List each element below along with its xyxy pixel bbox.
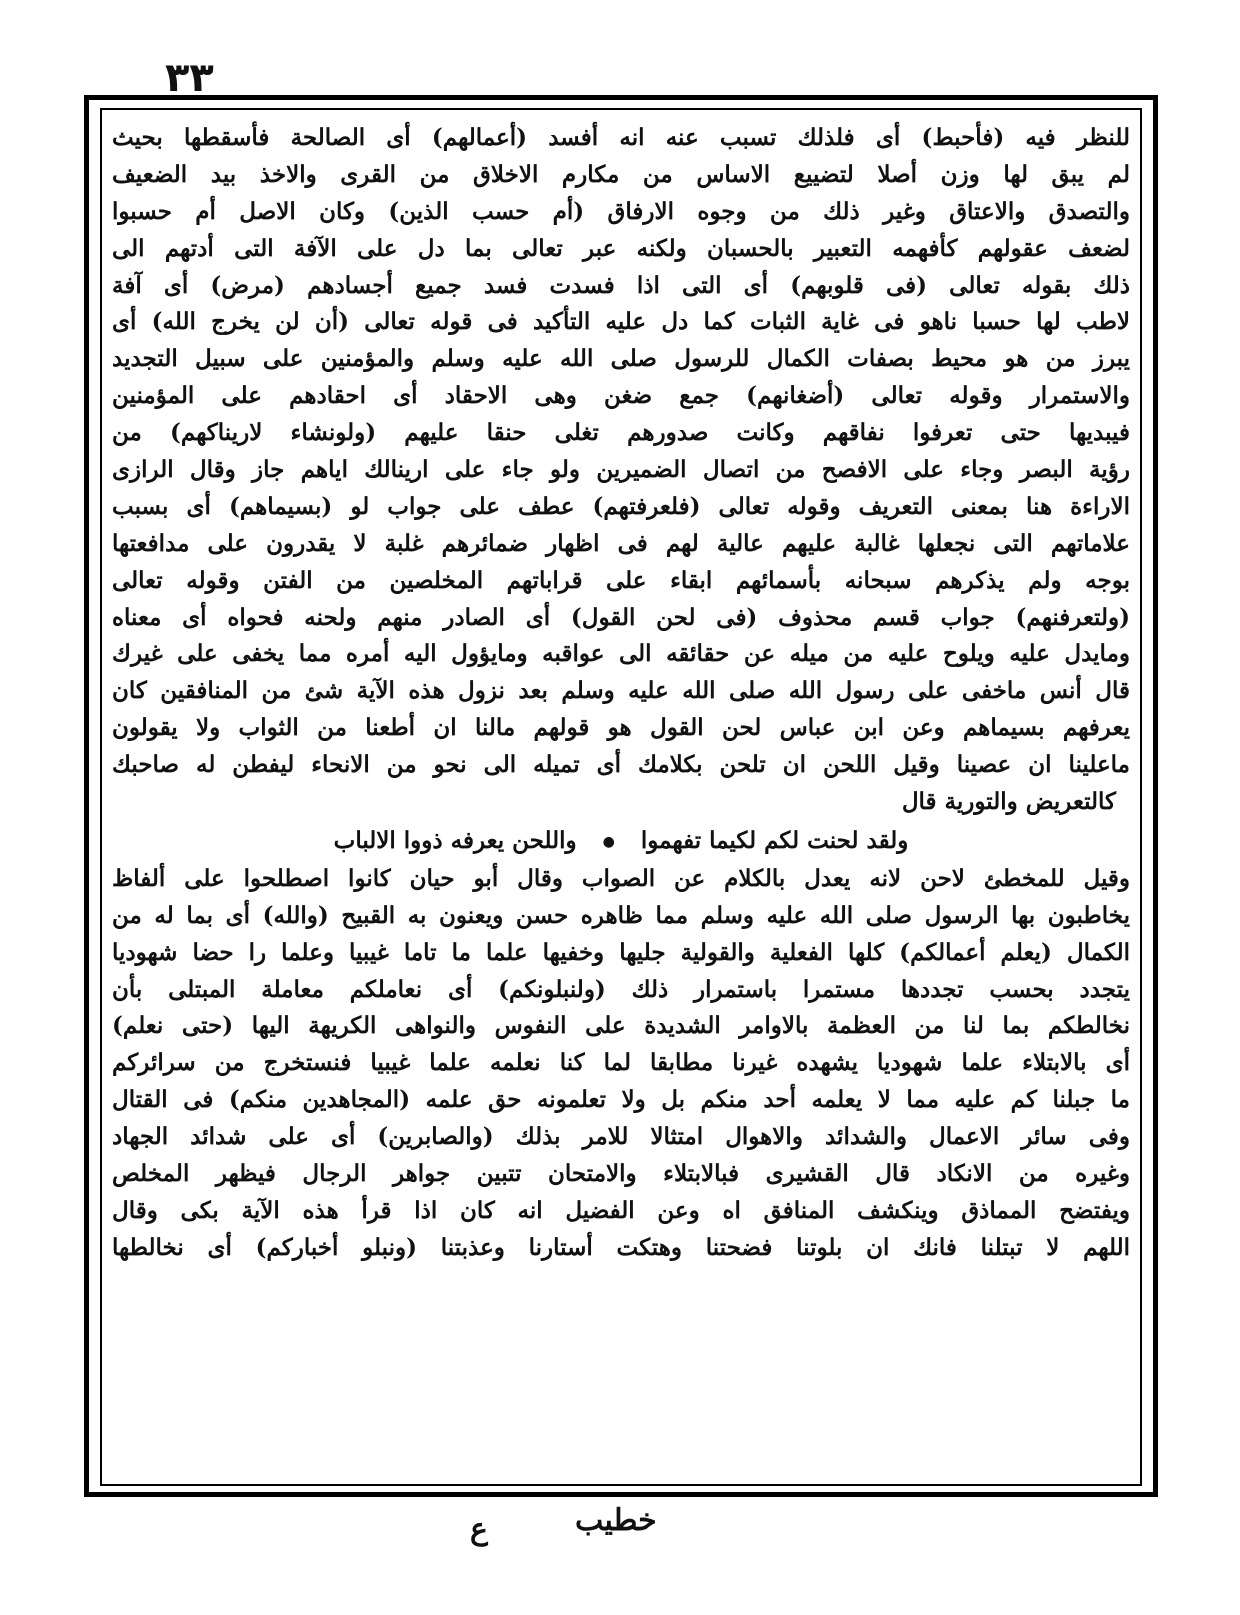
text-line: ويفتضح المماذق وينكشف المنافق اه وعن الفضيل انه كان اذا قرأ هذه الآية بكى وقال	[112, 1196, 1130, 1224]
text-line: قال أنس ماخفى على رسول الله صلى الله عليه وسلم بعد نزول هذه الآية شئ من المنافقين كان	[112, 677, 1130, 705]
text-line: لاطب لها حسبا ناهو فى غاية الثبات كما دل عليه التأكيد فى قوله تعالى (أن لن يخرج الله) أى	[112, 308, 1130, 336]
text-line: يعرفهم بسيماهم وعن ابن عباس لحن القول هو قولهم مالنا ان أطعنا من الثواب ولا يقولون	[112, 714, 1130, 742]
footer-signature-word: خطيب	[575, 1503, 657, 1538]
verse-separator: ●	[602, 833, 615, 850]
text-line: يتجدد بحسب تجددها مستمرا باستمرار ذلك (ولنبلونكم) أى نعاملكم معاملة المبتلى بأن	[112, 975, 1130, 1003]
verse-first-hemistich: ولقد لحنت لكم لكيما تفهموا	[640, 826, 909, 854]
text-line: فيبديها حتى تعرفوا نفاقهم وكانت صدورهم تغلى حنقا عليهم (ولونشاء لاريناكهم) من	[112, 419, 1130, 447]
text-line: الكمال (يعلم أعمالكم) كلها الفعلية والقولية جليها وخفيها علما ما تاما غيبيا وعلما را حضا شهوديا	[112, 938, 1130, 966]
text-line: يبرز من هو محيط بصفات الكمال للرسول صلى الله عليه وسلم والمؤمنين على سبيل التجديد	[112, 345, 1130, 373]
text-line: ماعلينا ان عصينا وقيل اللحن ان تلحن بكلامك أى تميله الى نحو من الانحاء ليفطن له صاحبك	[112, 751, 1130, 779]
text-lines-after-verse	[112, 861, 1130, 1267]
text-line: والتصدق والاعتاق وغير ذلك من وجوه الارفاق (أم حسب الذين) وكان الاصل أم حسبوا	[112, 197, 1130, 225]
text-line: رؤية البصر وجاء على الافصح من اتصال الضميرين ولو جاء على ارينالك اياهم جاز وقال الرازى	[112, 456, 1130, 484]
footer-signature-letter: ع	[470, 1512, 488, 1547]
text-line: للنظر فيه (فأحبط) أى فلذلك تسبب عنه انه أفسد (أعمالهم) أى الصالحة فأسقطها بحيث	[112, 124, 1130, 151]
text-line: وفى سائر الاعمال والشدائد والاهوال امتثالا للامر بذلك (والصابرين) أى على شدائد الجهاد	[112, 1123, 1130, 1151]
text-line: ذلك بقوله تعالى (فى قلوبهم) أى التى اذا فسدت فسد جميع أجسادهم (مرض) أى آفة	[112, 271, 1130, 299]
text-lines-before-verse	[112, 120, 1130, 784]
text-line: والاستمرار وقوله تعالى (أضغانهم) جمع ضغن وهى الاحقاد أى احقادهم على المؤمنين	[112, 382, 1130, 410]
text-line: لضعف عقولهم كأفهمه التعبير بالحسبان ولكنه عبر تعالى بما دل على الآفة التى أدتهم الى	[112, 234, 1130, 262]
text-line: اللهم لا تبتلنا فانك ان بلوتنا فضحتنا وهتكت أستارنا وعذبتنا (ونبلو أخباركم) أى نخالطها	[112, 1233, 1130, 1261]
verse-second-hemistich: واللحن يعرفه ذووا الالباب	[333, 826, 577, 854]
text-line: بوجه ولم يذكرهم سبحانه بأسمائهم ابقاء على قراباتهم المخلصين من الفتن وقوله تعالى	[112, 566, 1130, 594]
text-line: أى بالابتلاء علما شهوديا يشهده غيرنا مطابقا لما كنا نعلمه علما غيبيا فنستخرج من سرائركم	[112, 1049, 1130, 1077]
text-line: ما جبلنا كم عليه مما لا يعلمه أحد منكم بل ولا تعلمونه حق علمه (المجاهدين منكم) فى القتال	[112, 1086, 1130, 1114]
text-line: الاراءة هنا بمعنى التعريف وقوله تعالى (فلعرفتهم) عطف على جواب لو (بسيماهم) أى بسبب	[112, 492, 1130, 520]
text-line: نخالطكم بما لنا من العظمة بالاوامر الشديدة على النفوس والنواهى الكريهة اليها (حتى نعلم)	[112, 1012, 1130, 1040]
text-line: لم يبق لها وزن أصلا لتضييع الاساس من مكارم الاخلاق من القرى والاخذ بيد الضعيف	[112, 160, 1130, 188]
text-line: ومايدل عليه ويلوح عليه من ميله عن حقائقه الى عواقبه ومايؤول اليه أمره مما يخفى على غيرك	[112, 640, 1130, 668]
text-line: علاماتهم التى نجعلها غالبة عليهم عالية لهم فى اظهار ضمائرهم غلبة لا يقدرون على مدافعتها	[112, 529, 1130, 557]
page-number: ٣٣	[165, 55, 214, 101]
main-text	[112, 120, 1130, 1470]
text-line: (ولتعرفنهم) جواب قسم محذوف (فى لحن القول) أى الصادر منهم ولحنه فحواه أى معناه	[112, 603, 1130, 631]
text-line: وغيره من الانكاد قال القشيرى فبالابتلاء والامتحان تتبين جواهر الرجال فيظهر المخلص	[112, 1160, 1130, 1188]
text-line-short: كالتعريض والتورية قال	[901, 788, 1116, 816]
text-line: يخاطبون بها الرسول صلى الله عليه وسلم مما ظاهره حسن ويعنون به القبيح (والله) أى بما له من	[112, 901, 1130, 929]
poetry-verse	[112, 821, 1130, 861]
text-line: وقيل للمخطئ لاحن لانه يعدل بالكلام عن الصواب وقال أبو حيان كانوا اصطلحوا على ألفاظ	[112, 864, 1130, 892]
